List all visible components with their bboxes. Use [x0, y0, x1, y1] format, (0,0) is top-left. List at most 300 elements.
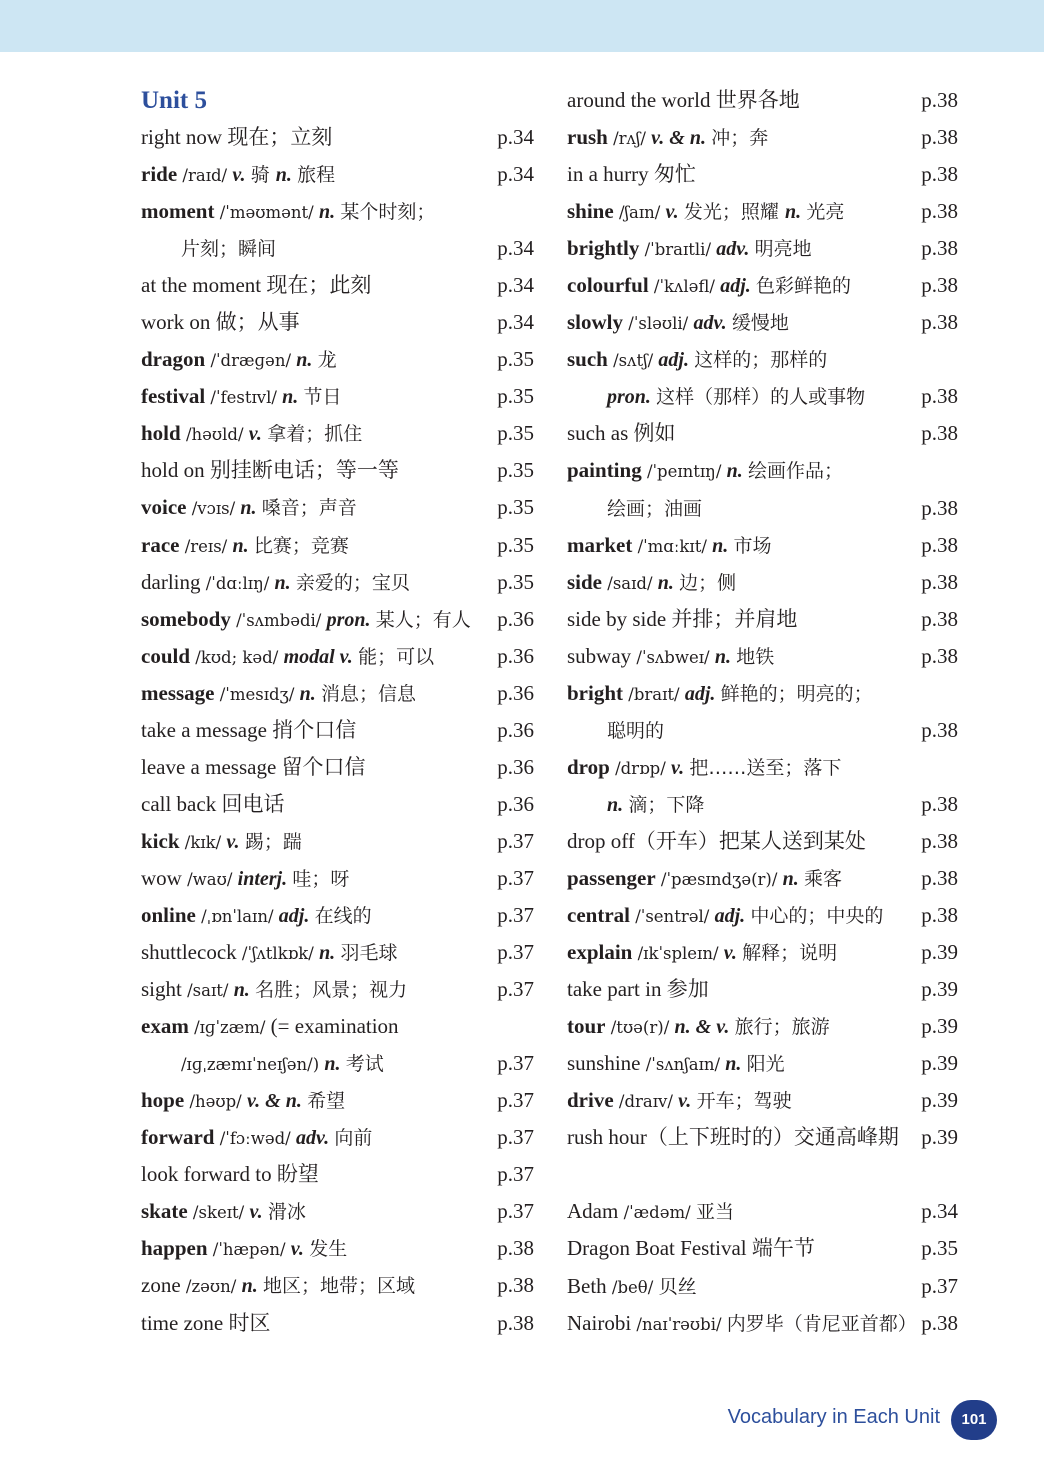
vocab-entry: [567, 1230, 958, 1267]
part-of-speech: v.: [248, 423, 262, 446]
definition: 地铁: [736, 645, 775, 668]
page-ref: p.38: [921, 162, 958, 187]
entry-text: sunshine: [567, 1051, 641, 1076]
part-of-speech: v. & n.: [247, 1090, 302, 1113]
part-of-speech: adj.: [684, 682, 716, 705]
page-ref: p.39: [921, 977, 958, 1002]
headword: forward: [141, 1125, 215, 1150]
page-ref: p.38: [921, 828, 958, 853]
part-of-speech: n.: [232, 534, 249, 557]
page-ref: p.37: [921, 1273, 958, 1298]
page-ref: p.37: [497, 1199, 534, 1224]
vocab-entry: [141, 489, 534, 526]
phonetic: /ˈsʌbweɪ/: [636, 647, 710, 667]
vocab-entry: [567, 675, 958, 712]
part-of-speech: modal v.: [283, 645, 353, 668]
vocab-entry-continuation: [567, 712, 958, 749]
phonetic: /ˈmɑːkɪt/: [637, 536, 707, 556]
part-of-speech: v.: [290, 1238, 304, 1261]
page-ref: p.38: [921, 236, 958, 261]
phonetic: /ˈdɑːlɪŋ/: [205, 573, 270, 593]
page-ref: p.38: [921, 791, 958, 816]
phonetic: /ˈkʌləfl/: [653, 277, 715, 297]
vocab-entry: [567, 823, 958, 860]
list-spacer: [567, 1156, 958, 1193]
definition: 发生: [309, 1238, 348, 1261]
page-ref: p.36: [497, 791, 534, 816]
phonetic: /beθ/: [611, 1277, 654, 1297]
part-of-speech: adj.: [278, 904, 310, 927]
headword: hope: [141, 1088, 185, 1113]
phonetic: /ˈmesɪdʒ/: [219, 684, 295, 704]
vocab-entry: [567, 341, 958, 378]
vocab-entry: [567, 897, 958, 934]
phonetic: /braɪt/: [628, 684, 680, 704]
vocab-entry: [141, 749, 534, 786]
entry-text: take part in 参加: [567, 977, 709, 1002]
definition: 能；可以: [358, 645, 435, 668]
vocab-entry: [567, 304, 958, 341]
vocab-entry: [141, 267, 534, 304]
page-ref: p.38: [921, 532, 958, 557]
page-ref: p.37: [497, 940, 534, 965]
definition: 滑冰: [267, 1201, 306, 1224]
definition: 羽毛球: [340, 942, 398, 965]
page-ref: p.34: [497, 310, 534, 335]
vocab-entry: [567, 1193, 958, 1230]
entry-text: Adam: [567, 1199, 619, 1224]
vocab-entry: [141, 712, 534, 749]
headword: drive: [567, 1088, 614, 1113]
phonetic: /ɪkˈspleɪn/: [637, 944, 719, 964]
vocab-entry: [567, 601, 958, 638]
headword: exam: [141, 1014, 189, 1039]
definition: 考试: [345, 1053, 384, 1076]
part-of-speech: interj.: [237, 867, 288, 890]
definition: 节日: [303, 386, 342, 409]
headword: slowly: [567, 310, 624, 335]
vocab-entry: [567, 452, 958, 489]
vocab-entry: [141, 1008, 534, 1045]
headword: shine: [567, 199, 614, 224]
entry-text: call back 回电话: [141, 791, 285, 816]
phonetic: /zəʊn/: [185, 1277, 237, 1297]
page-ref: p.38: [921, 384, 958, 409]
headword: online: [141, 902, 196, 927]
phonetic: /saɪt/: [187, 981, 229, 1001]
entry-text: side by side 并排；并肩地: [567, 606, 798, 631]
phonetic: /ˈpeɪntɪŋ/: [646, 462, 722, 482]
page-ref: p.38: [497, 1236, 534, 1261]
page-ref: p.38: [921, 569, 958, 594]
part-of-speech: n.: [282, 386, 299, 409]
headword: colourful: [567, 273, 649, 298]
headword: hold: [141, 421, 181, 446]
vocab-entry: [567, 638, 958, 675]
vocab-entry: [567, 119, 958, 156]
entry-text: wow: [141, 865, 182, 890]
phonetic: /həʊld/: [185, 425, 244, 445]
definition: 旅行；旅游: [734, 1016, 830, 1039]
definition: 向前: [334, 1127, 373, 1150]
note: (= examination: [270, 1014, 399, 1039]
page-ref: p.37: [497, 828, 534, 853]
part-of-speech: v.: [671, 756, 685, 779]
definition: 贝丝: [658, 1275, 697, 1298]
vocab-entry: [141, 1156, 534, 1193]
entry-text: around the world 世界各地: [567, 88, 800, 112]
vocab-entry: [141, 601, 534, 638]
vocab-entry: [567, 749, 958, 786]
page-ref: p.38: [921, 606, 958, 631]
headword: voice: [141, 495, 187, 520]
page-ref: p.38: [921, 125, 958, 150]
definition: 鲜艳的；明亮的；: [720, 682, 873, 705]
page-ref: p.34: [497, 125, 534, 149]
headword: side: [567, 569, 603, 594]
part-of-speech: n.: [240, 497, 257, 520]
entry-text: rush hour（上下班时的）交通高峰期: [567, 1125, 899, 1150]
page-ref: p.37: [497, 1162, 534, 1187]
definition: 嗓音；声音: [261, 497, 357, 520]
entry-text: Beth: [567, 1273, 607, 1298]
part-of-speech: n.: [712, 534, 729, 557]
part-of-speech: adj.: [714, 905, 746, 928]
part-of-speech: adv.: [296, 1127, 330, 1150]
entry-text: leave a message 留个口信: [141, 754, 366, 779]
part-of-speech: n.: [782, 867, 799, 890]
vocab-entry: [141, 452, 534, 489]
vocab-entry: [567, 1119, 958, 1156]
headword: could: [141, 643, 191, 668]
page-ref: p.37: [497, 1125, 534, 1150]
definition: 滴；下降: [628, 793, 705, 816]
definition: 亲爱的；宝贝: [295, 571, 410, 594]
part-of-speech: n.: [296, 349, 313, 372]
phonetic: /ˈædəm/: [623, 1203, 691, 1223]
phonetic: /drɒp/: [615, 758, 666, 778]
page-ref: p.37: [497, 902, 534, 927]
page-ref: p.36: [497, 717, 534, 742]
vocabulary-list-left: [141, 119, 534, 1342]
page-ref: p.38: [921, 1310, 958, 1335]
vocab-entry: [567, 156, 958, 193]
page-ref: p.39: [921, 1051, 958, 1076]
part-of-speech: n.: [299, 682, 316, 705]
part-of-speech: v.: [226, 830, 240, 853]
headword: rush: [567, 125, 608, 150]
headword: tour: [567, 1014, 606, 1039]
phonetic: /kʊd; kəd/: [195, 647, 279, 667]
vocab-entry: [141, 1082, 534, 1119]
phonetic: /tʊə(r)/: [610, 1018, 670, 1038]
vocab-entry: [567, 527, 958, 564]
page-ref: p.38: [921, 643, 958, 668]
part-of-speech: n.: [657, 571, 674, 594]
definition: 开车；驾驶: [696, 1090, 792, 1113]
part-of-speech: v.: [678, 1090, 692, 1113]
part-of-speech: n.: [274, 571, 291, 594]
part-of-speech: n.: [319, 942, 336, 965]
page-ref: p.37: [497, 977, 534, 1002]
entry-text: such as 例如: [567, 421, 676, 446]
vocab-entry: [567, 934, 958, 971]
definition: 骑: [250, 164, 276, 187]
headword: bright: [567, 680, 624, 705]
page-ref: p.39: [921, 1088, 958, 1113]
part-of-speech: n.: [318, 201, 336, 224]
definition: 发光；照耀: [683, 201, 785, 224]
headword: ride: [141, 162, 178, 187]
page-ref: p.35: [497, 569, 534, 594]
phonetic: /ˈsʌmbədi/: [236, 610, 322, 630]
vocab-entry: [141, 1267, 534, 1304]
headword: market: [567, 532, 633, 557]
part-of-speech: n.: [725, 1053, 742, 1076]
phonetic: /ˈsentrəl/: [635, 907, 710, 927]
page-ref: p.34: [921, 1199, 958, 1224]
entry-text: right now 现在；立刻: [141, 125, 333, 149]
page-ref: p.38: [921, 903, 958, 928]
phonetic: /ʃaɪn/: [618, 203, 661, 223]
page-ref: p.38: [497, 1310, 534, 1335]
headword: message: [141, 680, 215, 705]
part-of-speech: n.: [726, 460, 743, 483]
page-ref: p.34: [497, 162, 534, 187]
vocabulary-column-right: [567, 82, 958, 1342]
part-of-speech: v.: [232, 164, 246, 187]
part-of-speech: adj.: [658, 349, 689, 372]
definition: 消息；信息: [321, 682, 417, 705]
vocab-entry: [567, 267, 958, 304]
headword: explain: [567, 940, 633, 965]
vocab-entry: [567, 1008, 958, 1045]
vocab-entry: [567, 971, 958, 1008]
footer-title: Vocabulary in Each Unit: [727, 1406, 940, 1428]
phonetic: /raɪd/: [182, 166, 228, 186]
entry-text: time zone 时区: [141, 1310, 271, 1335]
part-of-speech: adv.: [693, 312, 727, 335]
page-ref: p.35: [497, 458, 534, 483]
definition: 希望: [307, 1090, 346, 1113]
headword: central: [567, 903, 630, 928]
entry-text: hold on 别挂断电话；等一等: [141, 458, 399, 483]
page-ref: p.34: [497, 236, 534, 261]
part-of-speech: v. & n.: [651, 127, 706, 150]
entry-text: drop off（开车）把某人送到某处: [567, 828, 866, 853]
page-ref: p.35: [921, 1236, 958, 1261]
phonetic: /vɔɪs/: [191, 499, 236, 519]
vocab-entry-continuation: [141, 230, 534, 267]
phonetic: /ˈməʊmənt/: [219, 203, 314, 223]
part-of-speech: n.: [275, 164, 292, 187]
page-ref: p.38: [921, 310, 958, 335]
phonetic: /ˈfestɪvl/: [210, 388, 277, 408]
definition: 把……送至；落下: [689, 756, 842, 779]
definition: 乘客: [804, 867, 843, 890]
page-ref: p.36: [497, 754, 534, 779]
part-of-speech: n.: [324, 1053, 341, 1076]
page-number-badge: 101: [951, 1400, 997, 1440]
entry-text: zone: [141, 1273, 181, 1298]
phonetic: /ˈhæpən/: [212, 1240, 286, 1260]
page-ref: p.36: [497, 643, 534, 668]
part-of-speech: v.: [249, 1201, 263, 1224]
vocab-entry-continuation: [567, 378, 958, 415]
page-ref: p.36: [497, 680, 534, 705]
vocab-entry: [567, 1305, 958, 1342]
definition: 边；侧: [679, 571, 737, 594]
page-ref: p.39: [921, 1014, 958, 1039]
page-ref: p.37: [497, 1088, 534, 1113]
page-ref: p.38: [921, 865, 958, 890]
phonetic: /draɪv/: [618, 1092, 673, 1112]
definition: 缓慢地: [731, 312, 789, 335]
definition: 明亮地: [754, 238, 812, 261]
headword: festival: [141, 384, 206, 409]
vocab-entry: [567, 193, 958, 230]
part-of-speech: adv.: [716, 238, 750, 261]
phonetic: /ˈpæsɪndʒə(r)/: [660, 869, 778, 889]
definition: 拿着；抓住: [267, 423, 363, 446]
entry-text: subway: [567, 643, 632, 668]
definition: 比赛；竞赛: [253, 534, 349, 557]
page-ref: p.35: [497, 421, 534, 446]
page-ref: p.35: [497, 347, 534, 372]
page-ref: p.38: [921, 273, 958, 298]
definition: 片刻；瞬间: [181, 238, 277, 261]
page-ref: p.35: [497, 495, 534, 520]
entry-text: Nairobi: [567, 1310, 632, 1335]
phonetic: /ˈdræɡən/: [210, 351, 292, 371]
vocab-entry: [141, 897, 534, 934]
vocab-entry: [141, 934, 534, 971]
page-ref: p.35: [497, 532, 534, 557]
part-of-speech: n. & v.: [674, 1016, 730, 1039]
entry-text: at the moment 现在；此刻: [141, 273, 372, 298]
part-of-speech: n.: [233, 979, 250, 1002]
vocab-entry-continuation: [567, 786, 958, 823]
vocab-entry-continuation: [141, 1045, 534, 1082]
vocab-entry: [141, 860, 534, 897]
definition: 亚当: [695, 1201, 734, 1224]
vocab-entry: [567, 1082, 958, 1119]
headword: happen: [141, 1236, 208, 1261]
part-of-speech: n.: [241, 1275, 258, 1298]
definition: 冲；奔: [711, 127, 769, 150]
entry-text: work on 做；从事: [141, 310, 300, 335]
vocab-entry: [567, 415, 958, 452]
vocab-entry: [567, 1045, 958, 1082]
phonetic: /ɪɡˈzæm/: [194, 1018, 266, 1038]
vocab-entry: [567, 1268, 958, 1305]
vocab-entry: [141, 823, 534, 860]
definition: 龙: [317, 349, 337, 372]
phonetic: /həʊp/: [189, 1092, 242, 1112]
phonetic: /reɪs/: [184, 536, 228, 556]
definition: 阳光: [746, 1053, 785, 1076]
entry-text: in a hurry 匆忙: [567, 162, 696, 187]
entry-text: look forward to 盼望: [141, 1162, 319, 1187]
definition: 光亮: [806, 201, 845, 224]
page-ref: p.38: [921, 717, 958, 742]
part-of-speech: pron.: [326, 608, 371, 631]
phonetic: /waʊ/: [187, 869, 233, 889]
vocab-entry: [567, 564, 958, 601]
phonetic: /ˈfɔːwəd/: [219, 1129, 291, 1149]
vocab-entry-continuation: [567, 490, 958, 527]
vocab-entry: [141, 564, 534, 601]
definition: 某个时刻；: [340, 201, 436, 224]
part-of-speech: n.: [607, 793, 624, 816]
phonetic: /skeɪt/: [192, 1203, 245, 1223]
phonetic: /ˈsləʊli/: [628, 314, 689, 334]
definition: 名胜；风景；视力: [255, 979, 408, 1002]
part-of-speech: adj.: [720, 275, 751, 298]
definition: 踢；踹: [244, 830, 302, 853]
vocab-entry: [141, 156, 534, 193]
page-ref: p.38: [921, 421, 958, 446]
definition: 在线的: [314, 904, 372, 927]
vocab-entry: [567, 82, 958, 119]
phonetic: /ɪɡˌzæmɪˈneɪʃən/): [181, 1055, 320, 1075]
headword: drop: [567, 754, 610, 779]
headword: race: [141, 532, 180, 557]
definition: 绘画；油画: [607, 497, 703, 520]
definition: 哇；呀: [292, 867, 350, 890]
page-ref: p.38: [921, 88, 958, 112]
phonetic: /saɪd/: [607, 573, 653, 593]
headword: such: [567, 347, 608, 372]
headword: moment: [141, 199, 215, 224]
vocabulary-column-left: [141, 82, 534, 1342]
page-ref: p.38: [921, 199, 958, 224]
definition: 旅程: [297, 164, 336, 187]
vocab-entry: [141, 1119, 534, 1156]
top-color-band: [0, 0, 1044, 52]
definition: 这样（那样）的人或事物: [656, 386, 866, 409]
definition: 市场: [733, 534, 772, 557]
vocab-entry: [141, 527, 534, 564]
definition: 解释；说明: [742, 942, 838, 965]
page-ref: p.38: [497, 1273, 534, 1298]
vocab-entry: [141, 971, 534, 1008]
vocab-entry: [141, 415, 534, 452]
phonetic: /ˈbraɪtli/: [644, 240, 711, 260]
headword: passenger: [567, 865, 656, 890]
definition: 绘画作品；: [748, 460, 844, 483]
vocab-entry: [141, 1193, 534, 1230]
phonetic: /sʌtʃ/: [613, 351, 654, 371]
phonetic: /naɪˈrəʊbi/: [636, 1314, 722, 1334]
definition: 某人；有人: [375, 608, 471, 631]
definition: 中心的；中央的: [750, 905, 884, 928]
vocab-entry: [141, 786, 534, 823]
entry-text: take a message 捎个口信: [141, 717, 357, 742]
definition: 色彩鲜艳的: [756, 275, 852, 298]
vocabulary-list-right: [567, 82, 958, 1342]
vocab-entry: [141, 1305, 534, 1342]
part-of-speech: pron.: [607, 386, 651, 409]
vocab-entry: [141, 1230, 534, 1267]
headword: somebody: [141, 606, 231, 631]
phonetic: /ˈʃʌtlkɒk/: [241, 944, 314, 964]
page-ref: p.34: [497, 273, 534, 298]
page-ref: p.37: [497, 865, 534, 890]
definition: 聪明的: [607, 719, 665, 742]
page-ref: p.36: [497, 606, 534, 631]
headword: kick: [141, 828, 180, 853]
